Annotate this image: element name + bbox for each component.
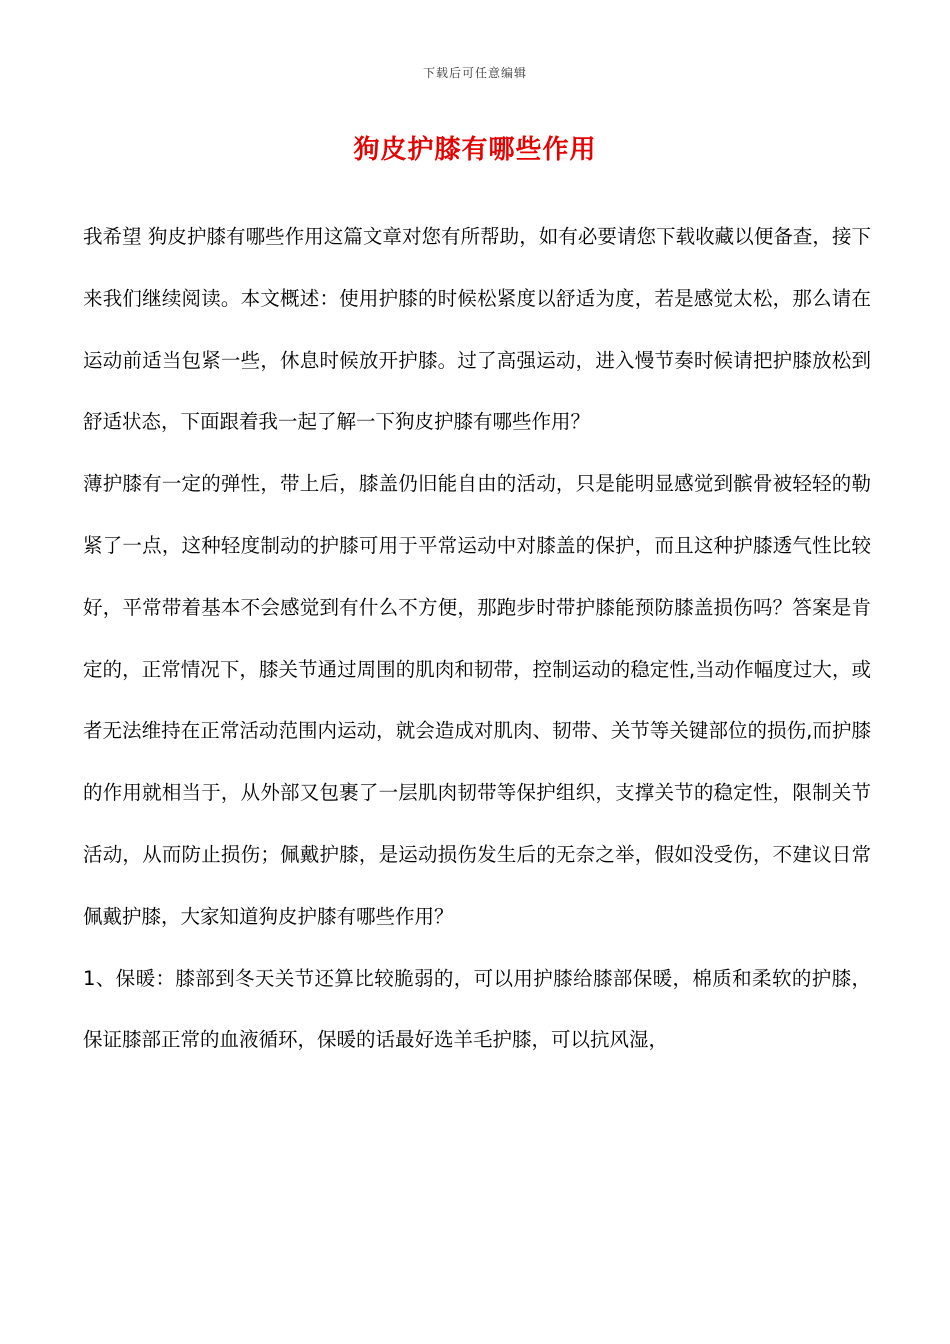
download-note: 下载后可任意编辑: [422, 66, 527, 80]
paragraph-thin-kneepad: 薄护膝有一定的弹性，带上后，膝盖仍旧能自由的活动，只是能明显感觉到髌骨被轻轻的勒紧了一点，这种轻度制动的护膝可用于平常运动中对膝盖的保护，而且这种护膝透气性比较好，平常带着基本不会感觉到有什么不方便，那跑步时带护膝能预防膝盖损伤吗？答案是肯定的，正常情况下，膝关节通过周围的肌肉和韧带，控制运动的稳定性,当动作幅度过大，或者无法维持在正常活动范围内运动，就会造成对肌肉、韧带、关节等关键部位的损伤,而护膝的作用就相当于，从外部又包裹了一层肌肉韧带等保护组织，支撑关节的稳定性，限制关节活动，从而防止损伤；佩戴护膝，是运动损伤发生后的无奈之举，假如没受伤，不建议日常佩戴护膝，大家知道狗皮护膝有哪些作用？: [83, 472, 871, 928]
page-title: 狗皮护膝有哪些作用: [353, 135, 597, 165]
paragraph-warmth: 1、保暖：膝部到冬天关节还算比较脆弱的，可以用护膝给膝部保暖，棉质和柔软的护膝，保证膝部正常的血液循环，保暖的话最好选羊毛护膝，可以抗风湿，: [83, 966, 871, 1052]
paragraph-intro: 我希望 狗皮护膝有哪些作用这篇文章对您有所帮助，如有必要请您下载收藏以便备查，接下来我们继续阅读。本文概述：使用护膝的时候松紧度以舒适为度，若是感觉太松，那么请在运动前适当包紧一些，休息时候放开护膝。过了高强运动，进入慢节奏时候请把护膝放松到舒适状态，下面跟着我一起了解一下狗皮护膝有哪些作用？: [83, 225, 871, 434]
article-body: [83, 206, 871, 1071]
